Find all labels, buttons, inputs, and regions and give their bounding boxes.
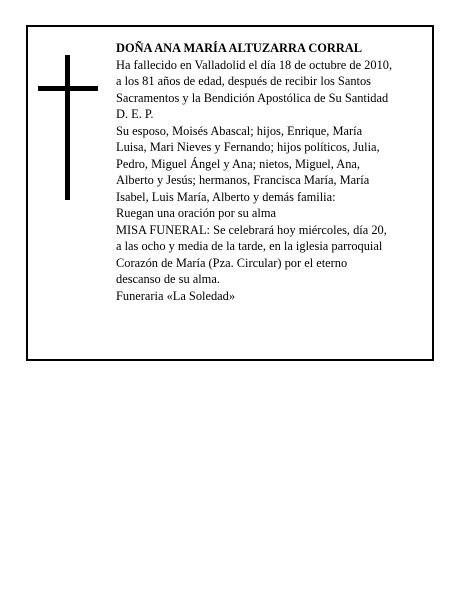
- family-line-2: Luisa, Mari Nieves y Fernando; hijos políticos, Julia,: [116, 140, 380, 154]
- obituary-text: [116, 40, 428, 304]
- deceased-name: DOÑA ANA MARÍA ALTUZARRA CORRAL: [116, 41, 363, 55]
- death-announcement-line-2: a los 81 años de edad, después de recibir los Santos: [116, 74, 371, 88]
- funeral-mass-line-3: Corazón de María (Pza. Circular) por el eterno: [116, 255, 348, 270]
- prayer-request-line: Ruegan una oración por su alma: [116, 206, 276, 220]
- family-line-1: Su esposo, Moisés Abascal; hijos, Enrique, María: [116, 123, 363, 138]
- funeral-mass-line-1: MISA FUNERAL: Se celebrará hoy miércoles, día 20,: [116, 222, 387, 237]
- death-announcement-line-1: Ha fallecido en Valladolid el día 18 de octubre de 2010,: [116, 57, 393, 72]
- family-line-3: Pedro, Miguel Ángel y Ana; nietos, Miguel, Ana,: [116, 156, 361, 171]
- cross-horizontal-bar: [38, 86, 98, 91]
- rip-line: D. E. P.: [116, 107, 154, 121]
- funeral-mass-line-4: descanso de su alma.: [116, 272, 220, 286]
- obituary-notice: [26, 25, 434, 361]
- cross-vertical-bar: [65, 55, 70, 200]
- funeral-mass-line-2: a las ocho y media de la tarde, en la iglesia parroquial: [116, 239, 383, 253]
- funeral-home-line: Funeraria «La Soledad»: [116, 288, 236, 303]
- cross-icon: [38, 55, 98, 200]
- death-announcement-line-3: Sacramentos y la Bendición Apostólica de Su Santidad: [116, 90, 389, 105]
- family-line-4: Alberto y Jesús; hermanos, Francisca María, María: [116, 173, 370, 187]
- family-line-5: Isabel, Luis María, Alberto y demás familia:: [116, 189, 336, 204]
